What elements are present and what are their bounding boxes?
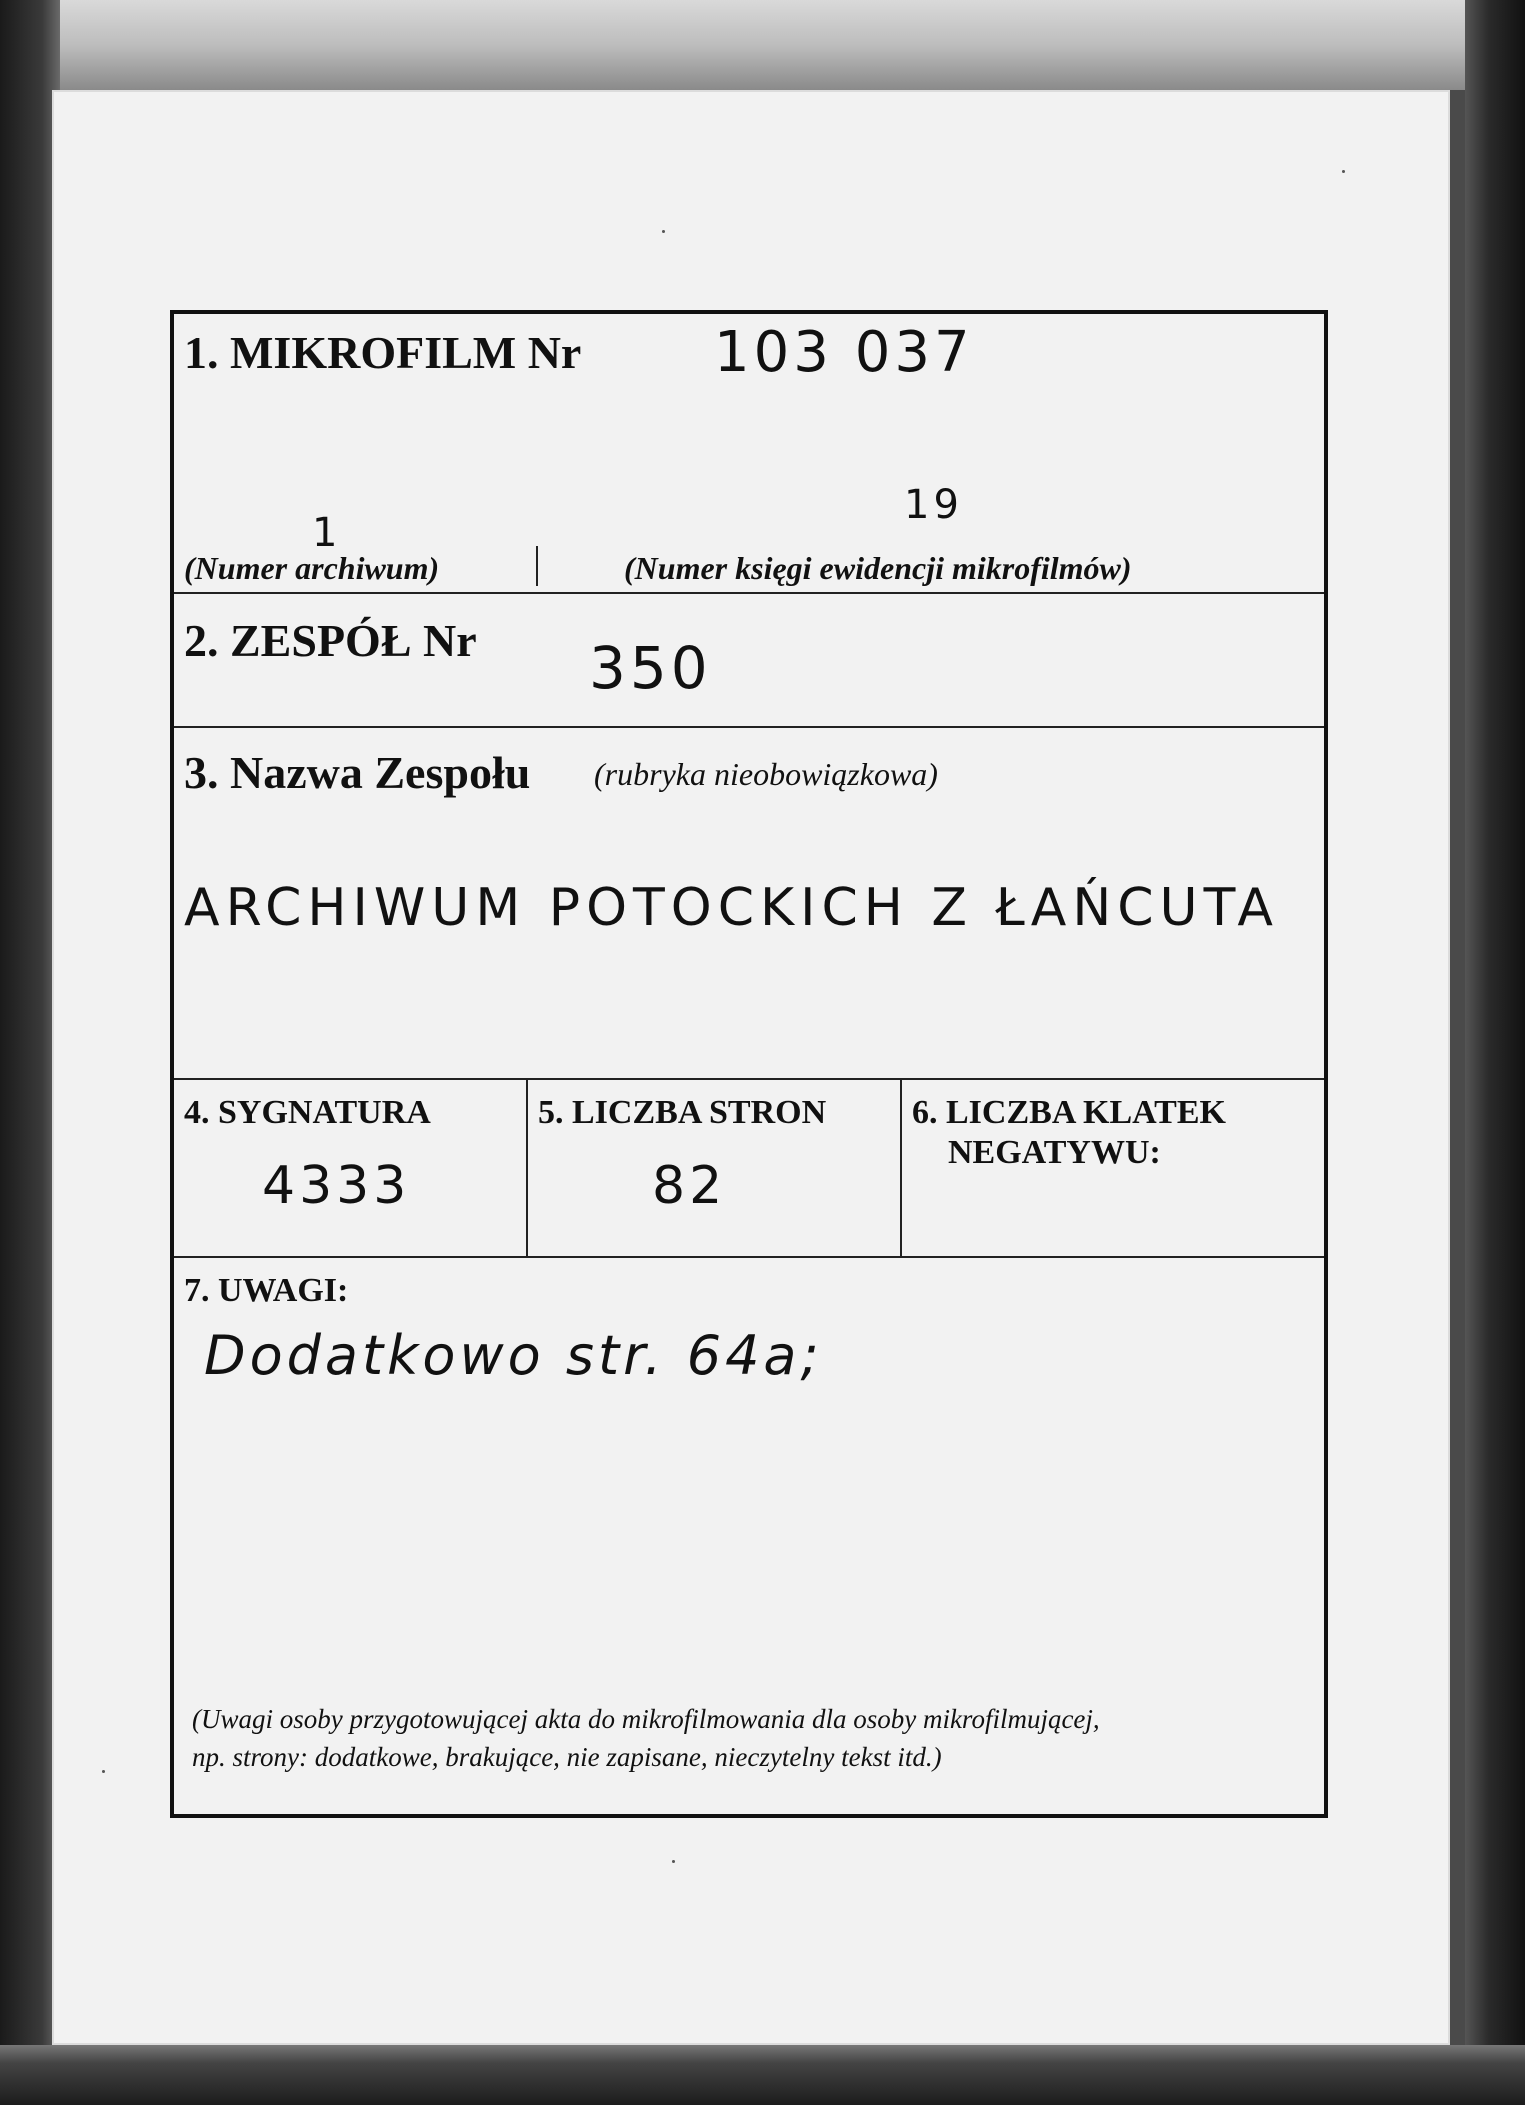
scan-speck [1342,170,1345,173]
register-caption: (Numer księgi ewidencji mikrofilmów) [624,550,1132,586]
nazwa-label: 3. Nazwa Zespołu [184,747,531,798]
scan-edge-bottom [0,2045,1525,2105]
scan-edge-left [0,0,60,2105]
scan-speck [662,230,665,233]
mikrofilm-label: 1. MIKROFILM Nr [184,327,582,378]
strony-value: 82 [652,1156,727,1216]
nazwa-hint: (rubryka nieobowiązkowa) [594,756,938,792]
zespol-number: 350 [589,634,712,702]
microfilm-form [170,310,1328,1818]
uwagi-note-line1: (Uwagi osoby przygotowującej akta do mikrofilmowania dla osoby mikrofilmującej, [192,1704,1100,1734]
section-zespol [174,594,1324,728]
section-mikrofilm [174,314,1324,594]
caption-separator [536,546,538,586]
klatki-label-line1: 6. LICZBA KLATEK [912,1094,1226,1131]
scan-edge-right [1465,0,1525,2105]
cell-divider [526,1080,528,1256]
section-uwagi [174,1258,1324,1814]
register-number: 19 [904,482,963,528]
sygnatura-label: 4. SYGNATURA [184,1094,431,1131]
cell-divider [900,1080,902,1256]
uwagi-label: 7. UWAGI: [184,1272,349,1309]
strony-label: 5. LICZBA STRON [538,1094,827,1131]
scan-speck [672,1860,675,1863]
uwagi-value: Dodatkowo str. 64a; [204,1324,823,1387]
klatki-label-line2: NEGATYWU: [948,1134,1161,1171]
scan-edge-top [0,0,1525,90]
section-details [174,1080,1324,1258]
scan-speck [102,1770,105,1773]
archive-number: 1 [312,510,342,556]
uwagi-note-line2: np. strony: dodatkowe, brakujące, nie zapisane, nieczytelny tekst itd.) [192,1742,942,1772]
nazwa-value: ARCHIWUM POTOCKICH Z ŁAŃCUTA [184,878,1279,938]
zespol-label: 2. ZESPÓŁ Nr [184,615,477,666]
archive-caption: (Numer archiwum) [184,550,440,586]
sygnatura-value: 4333 [262,1156,411,1216]
section-nazwa [174,728,1324,1080]
mikrofilm-number: 103 037 [714,320,974,385]
